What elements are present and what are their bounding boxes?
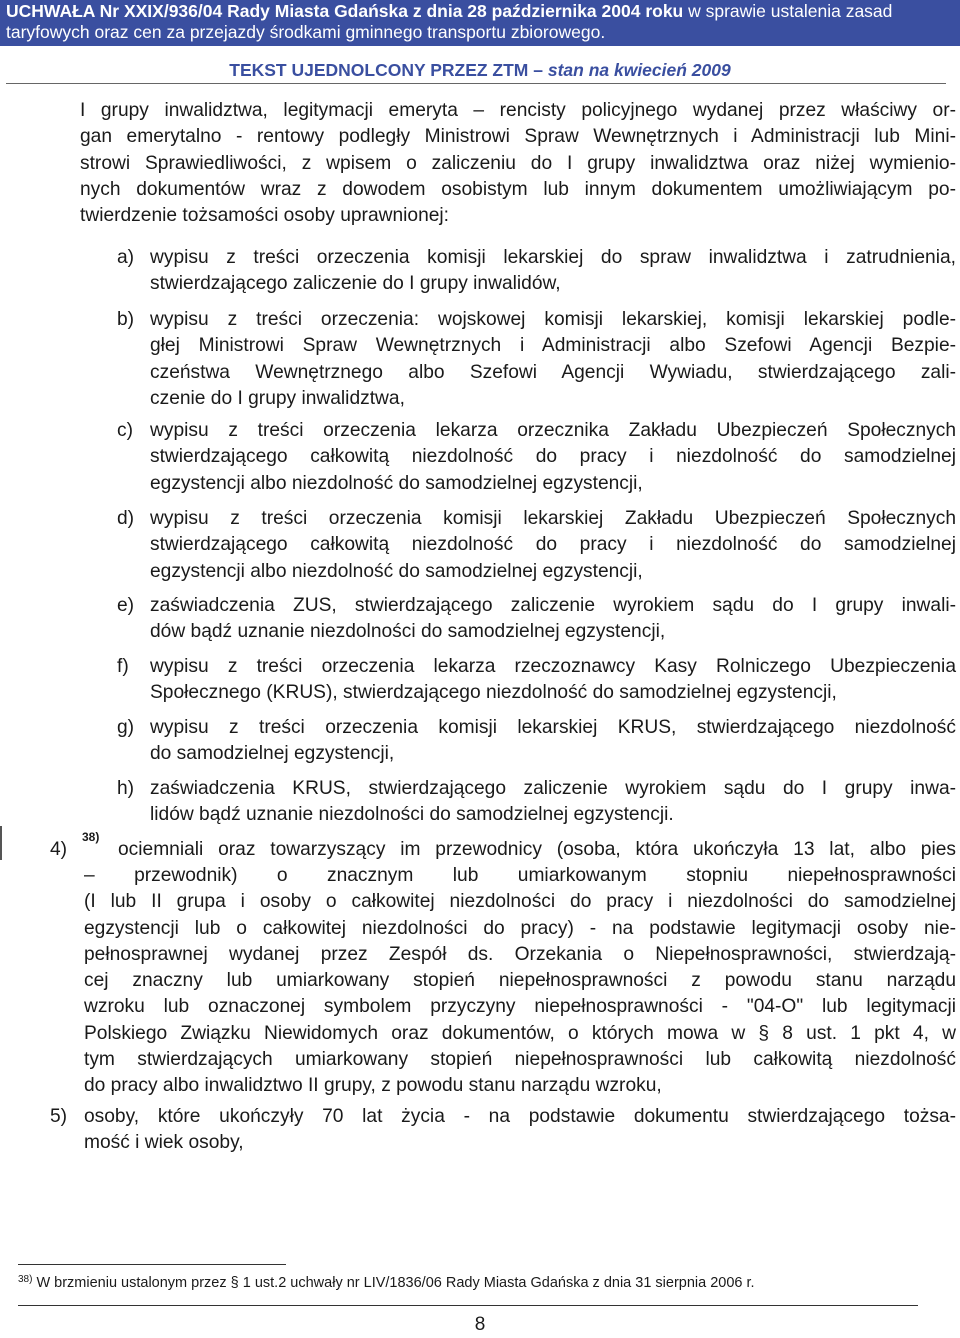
list-item xyxy=(150,593,956,646)
intro-line: gan emerytalno - rentowy podległy Ministrowi Spraw Wewnętrznych i Administracji lub Mini- xyxy=(80,126,956,148)
point-line: Polskiego Związku Niewidomych oraz dokumentów, o których mowa w § 8 ust. 1 pkt 4, w xyxy=(84,1022,956,1044)
point-line: (I lub II grupa i osoby o całkowitej niezdolności do pracy i niezdolności do samodzielnej xyxy=(84,891,956,913)
list-item-line: czeństwa Wewnętrznego albo Szefowi Agencji Wywiadu, stwierdzającego zali- xyxy=(150,361,956,383)
footnote-reference-label: 38) xyxy=(82,830,100,844)
list-item-line: wypisu z treści orzeczenia lekarza rzeczoznawcy Kasy Rolniczego Ubezpieczenia xyxy=(150,656,956,677)
item-marker: b) xyxy=(117,309,135,330)
intro-paragraph xyxy=(80,98,956,229)
item-marker: f) xyxy=(117,656,129,677)
point-line: ociemniali oraz towarzyszący im przewodnicy (osoba, która ukończyła 13 lat, albo pies xyxy=(118,839,956,860)
amendment-change-bar xyxy=(0,826,2,860)
footnote-reference[interactable] xyxy=(82,829,99,845)
list-item-line: egzystencji albo niezdolność do samodzielnej egzystencji, xyxy=(150,560,643,582)
item-marker: h) xyxy=(117,778,135,799)
consolidated-label: TEKST UJEDNOLCONY PRZEZ ZTM – xyxy=(229,60,548,80)
list-item-line: egzystencji albo niezdolność do samodzielnej egzystencji, xyxy=(150,472,643,494)
intro-line: nych dokumentów wraz z dowodem osobistym lub innym dokumentem umożliwiającym po- xyxy=(80,178,956,200)
consolidated-date: stan na kwiecień 2009 xyxy=(547,60,731,80)
footnote xyxy=(18,1270,755,1293)
list-item-line: dów bądź uznanie niezdolności do samodzielnej egzystencji, xyxy=(150,621,666,643)
document-header xyxy=(0,0,960,46)
list-item xyxy=(150,245,956,298)
point-line: egzystencji lub o całkowitej niezdolności do pracy) - na podstawie legitymacji osoby nie- xyxy=(84,917,956,939)
list-item-line: wypisu z treści orzeczenia lekarza orzecznika Zakładu Ubezpieczeń Społecznych xyxy=(150,420,956,441)
page-number: 8 xyxy=(474,1314,486,1335)
list-item-line: wypisu z treści orzeczenia: wojskowej komisji lekarskiej, komisji lekarskiej podle- xyxy=(150,309,956,330)
point-5-body xyxy=(84,1104,956,1157)
intro-line: strowi Sprawiedliwości, z wpisem o zaliczeniu do I grupy inwalidztwa oraz niżej wymienio- xyxy=(80,152,956,174)
list-item-line: zaświadczenia KRUS, stwierdzającego zaliczenie wyrokiem sądu do I grupy inwa- xyxy=(150,778,956,799)
item-marker: a) xyxy=(117,247,135,268)
list-item xyxy=(150,418,956,497)
footnote-mark: 38) xyxy=(18,1274,33,1285)
list-item-line: stwierdzającego całkowitą niezdolność do pracy i niezdolność do samodzielnej xyxy=(150,534,956,556)
list-item xyxy=(150,307,956,412)
point-line: do pracy albo inwalidztwo II grupy, z powodu stanu narządu wzroku, xyxy=(84,1075,662,1097)
header-divider xyxy=(6,83,946,84)
list-item-line: lidów bądź uznanie niezdolności do samodzielnej egzystencji. xyxy=(150,804,674,826)
header-title-line2: taryfowych oraz cen za przejazdy środkami gminnego transportu zbiorowego. xyxy=(6,22,606,42)
point-line: osoby, które ukończyły 70 lat życia - na podstawie dokumentu stwierdzającego tożsa- xyxy=(84,1106,956,1127)
list-item-line: stwierdzającego całkowitą niezdolność do pracy i niezdolność do samodzielnej xyxy=(150,446,956,468)
point-line: pełnosprawnej wydanej przez Zespół ds. Orzekania o Niepełnosprawności, stwierdzają- xyxy=(84,943,956,965)
point-4-first-line xyxy=(118,837,956,863)
point-line: – przewodnik) o znacznym lub umiarkowanym stopniu niepełnosprawności xyxy=(84,865,956,886)
item-marker: e) xyxy=(117,595,135,616)
list-item-line: do samodzielnej egzystencji, xyxy=(150,743,395,765)
item-marker: d) xyxy=(117,508,135,529)
header-title: UCHWAŁA Nr XXIX/936/04 Rady Miasta Gdańska z dnia 28 października 2004 roku xyxy=(6,1,684,21)
intro-line: I grupy inwalidztwa, legitymacji emeryta – rencisty policyjnego wydanej przez właściwy or- xyxy=(80,100,956,121)
list-item-line: zaświadczenia ZUS, stwierdzającego zaliczenie wyrokiem sądu do I grupy inwali- xyxy=(150,595,956,616)
list-item xyxy=(150,715,956,768)
consolidated-text-note xyxy=(0,58,960,82)
footnote-divider xyxy=(18,1264,286,1265)
point-line: tym stwierdzających umiarkowany stopień niepełnosprawności lub całkowitą niezdolność xyxy=(84,1049,956,1071)
point-marker: 4) xyxy=(50,839,68,860)
item-marker: c) xyxy=(117,420,133,441)
page-footer-divider xyxy=(18,1305,918,1306)
list-item xyxy=(150,654,956,707)
list-item-line: czenie do I grupy inwalidztwa, xyxy=(150,387,405,409)
point-4-body xyxy=(84,863,956,1100)
list-item-line: Społecznego (KRUS), stwierdzającego niezdolność do samodzielnej egzystencji, xyxy=(150,682,837,704)
list-item xyxy=(150,776,956,829)
list-item-line: stwierdzającego zaliczenie do I grupy inwalidów, xyxy=(150,273,561,295)
point-line: wzroku lub oznaczonej symbolem przyczyny niepełnosprawności - "04-O" lub legitymacji xyxy=(84,996,956,1018)
list-item xyxy=(150,506,956,585)
footnote-text: W brzmieniu ustalonym przez § 1 ust.2 uchwały nr LIV/1836/06 Rady Miasta Gdańska z dnia 31 sierpnia 2006 r. xyxy=(36,1275,755,1291)
list-item-line: wypisu z treści orzeczenia komisji lekarskiej KRUS, stwierdzającego niezdolność xyxy=(150,717,956,738)
point-line: mość i wiek osoby, xyxy=(84,1132,244,1154)
list-item-line: głej Ministrowi Spraw Wewnętrznych i Administracji albo Szefowi Agencji Bezpie- xyxy=(150,335,956,357)
point-line: cej znaczny lub umiarkowany stopień niepełnosprawności z powodu stanu narządu xyxy=(84,970,956,992)
header-title-rest: w sprawie ustalenia zasad xyxy=(683,1,893,21)
intro-line: twierdzenie tożsamości osoby uprawnionej: xyxy=(80,205,450,227)
list-item-line: wypisu z treści orzeczenia komisji lekarskiej Zakładu Ubezpieczeń Społecznych xyxy=(150,508,956,529)
point-marker: 5) xyxy=(50,1106,68,1127)
item-marker: g) xyxy=(117,717,135,738)
list-item-line: wypisu z treści orzeczenia komisji lekarskiej do spraw inwalidztwa i zatrudnienia, xyxy=(150,247,956,268)
